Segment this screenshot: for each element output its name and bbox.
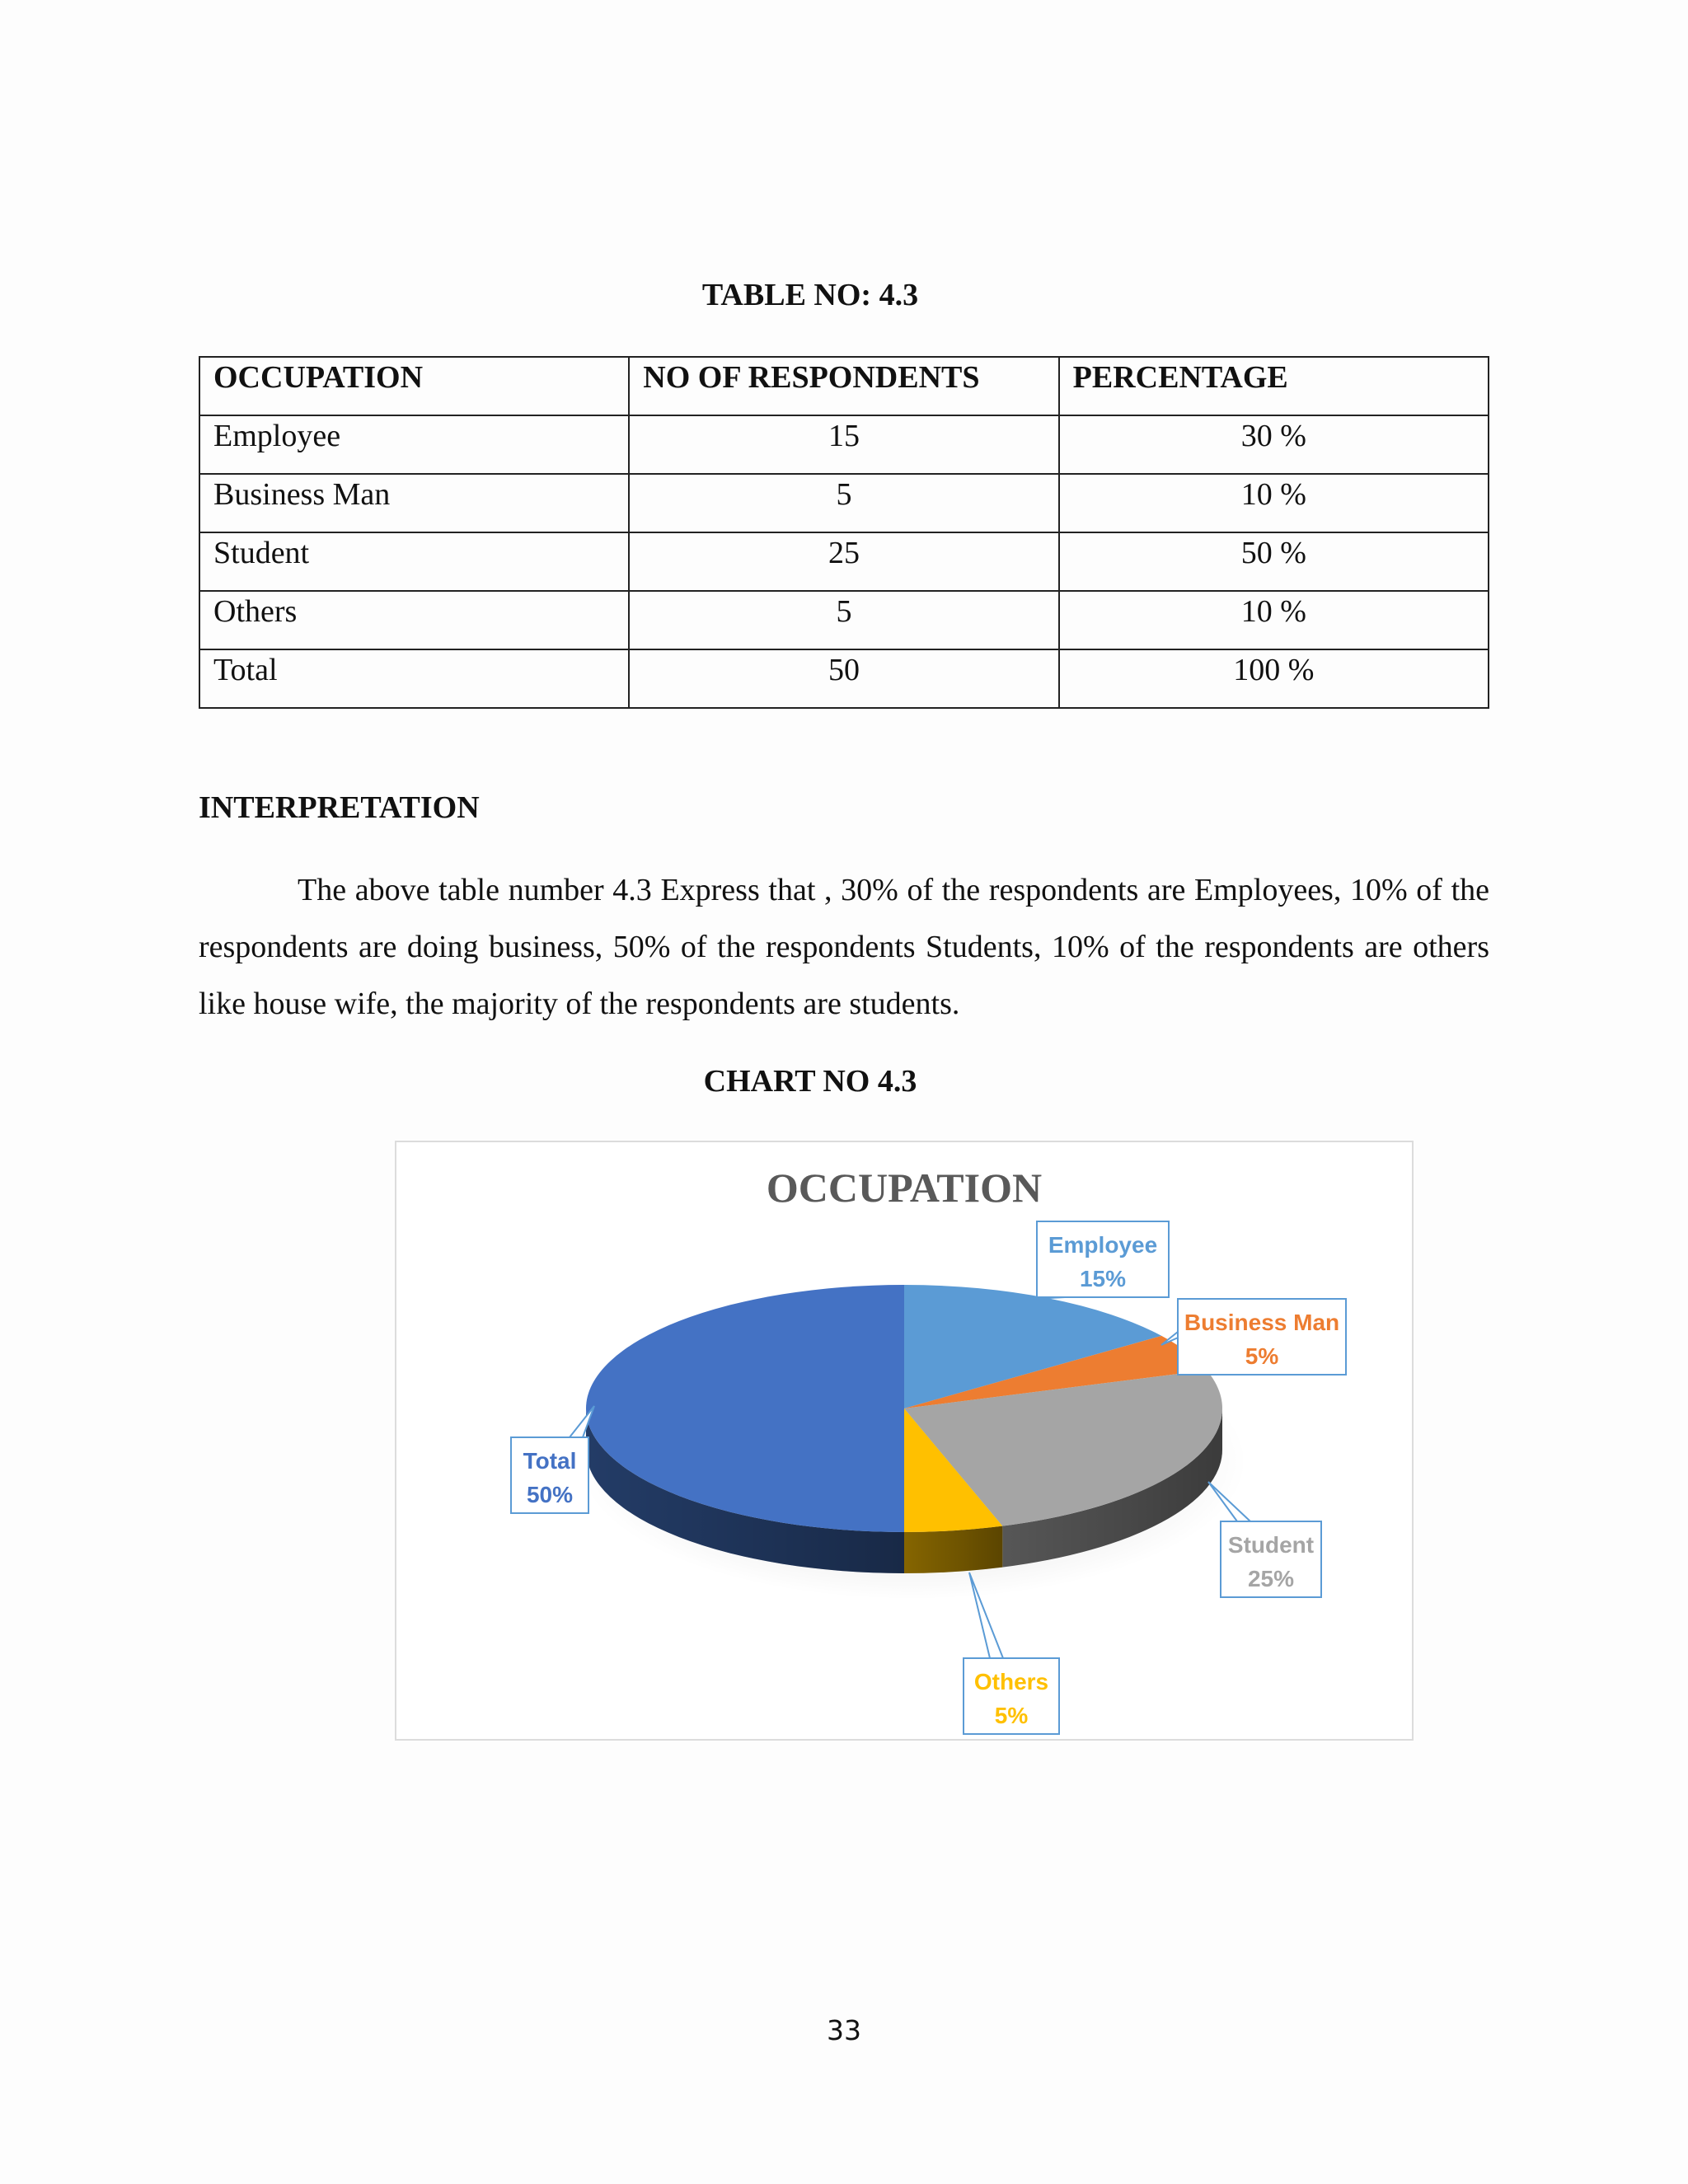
cell-percentage: 50 % bbox=[1059, 532, 1489, 591]
data-label-category: Business Man bbox=[1184, 1310, 1340, 1335]
header-respondents: NO OF RESPONDENTS bbox=[629, 357, 1058, 415]
chart-title: OCCUPATION bbox=[766, 1165, 1043, 1211]
data-label-percent: 15% bbox=[1079, 1266, 1127, 1291]
cell-occupation: Others bbox=[199, 591, 629, 649]
chart-caption: CHART NO 4.3 bbox=[703, 1064, 917, 1099]
cell-occupation: Total bbox=[199, 649, 629, 708]
table-row bbox=[199, 591, 1489, 649]
cell-respondents: 5 bbox=[629, 591, 1058, 649]
data-label-category: Others bbox=[973, 1669, 1049, 1694]
pie-side-shade bbox=[904, 1526, 1002, 1573]
cell-respondents: 15 bbox=[629, 415, 1058, 474]
data-label-category: Student bbox=[1227, 1532, 1315, 1558]
data-label-percent: 5% bbox=[994, 1703, 1029, 1728]
data-label-percent: 5% bbox=[1245, 1343, 1279, 1369]
cell-occupation: Student bbox=[199, 532, 629, 591]
table-header-row bbox=[199, 357, 1489, 415]
table-title: TABLE NO: 4.3 bbox=[701, 278, 919, 312]
table-row bbox=[199, 474, 1489, 532]
cell-occupation: Business Man bbox=[199, 474, 629, 532]
interpretation-paragraph: The above table number 4.3 Express that , 30% of the respondents are Employees, 10% of the respondents are doing business, 50% of the respondents Students, 10% of the respondents are others like house wife, the majority of the respondents are students. bbox=[199, 873, 1489, 1021]
cell-respondents: 5 bbox=[629, 474, 1058, 532]
table-row bbox=[199, 415, 1489, 474]
cell-percentage: 100 % bbox=[1059, 649, 1489, 708]
cell-percentage: 10 % bbox=[1059, 474, 1489, 532]
occupation-table bbox=[199, 356, 1489, 709]
cell-respondents: 50 bbox=[629, 649, 1058, 708]
cell-occupation: Employee bbox=[199, 415, 629, 474]
data-label-percent: 50% bbox=[526, 1482, 574, 1507]
header-occupation: OCCUPATION bbox=[199, 357, 629, 415]
header-percentage: PERCENTAGE bbox=[1059, 357, 1489, 415]
cell-percentage: 30 % bbox=[1059, 415, 1489, 474]
table-row bbox=[199, 649, 1489, 708]
data-label-category: Total bbox=[523, 1448, 577, 1474]
cell-percentage: 10 % bbox=[1059, 591, 1489, 649]
table-row bbox=[199, 532, 1489, 591]
interpretation-heading: INTERPRETATION bbox=[199, 790, 480, 825]
pie-chart-svg bbox=[396, 1142, 1412, 1739]
data-label-category: Employee bbox=[1048, 1232, 1158, 1258]
page-number: 33 bbox=[827, 2014, 861, 2046]
cell-respondents: 25 bbox=[629, 532, 1058, 591]
data-label-percent: 25% bbox=[1247, 1566, 1295, 1591]
pie-chart bbox=[395, 1141, 1414, 1741]
